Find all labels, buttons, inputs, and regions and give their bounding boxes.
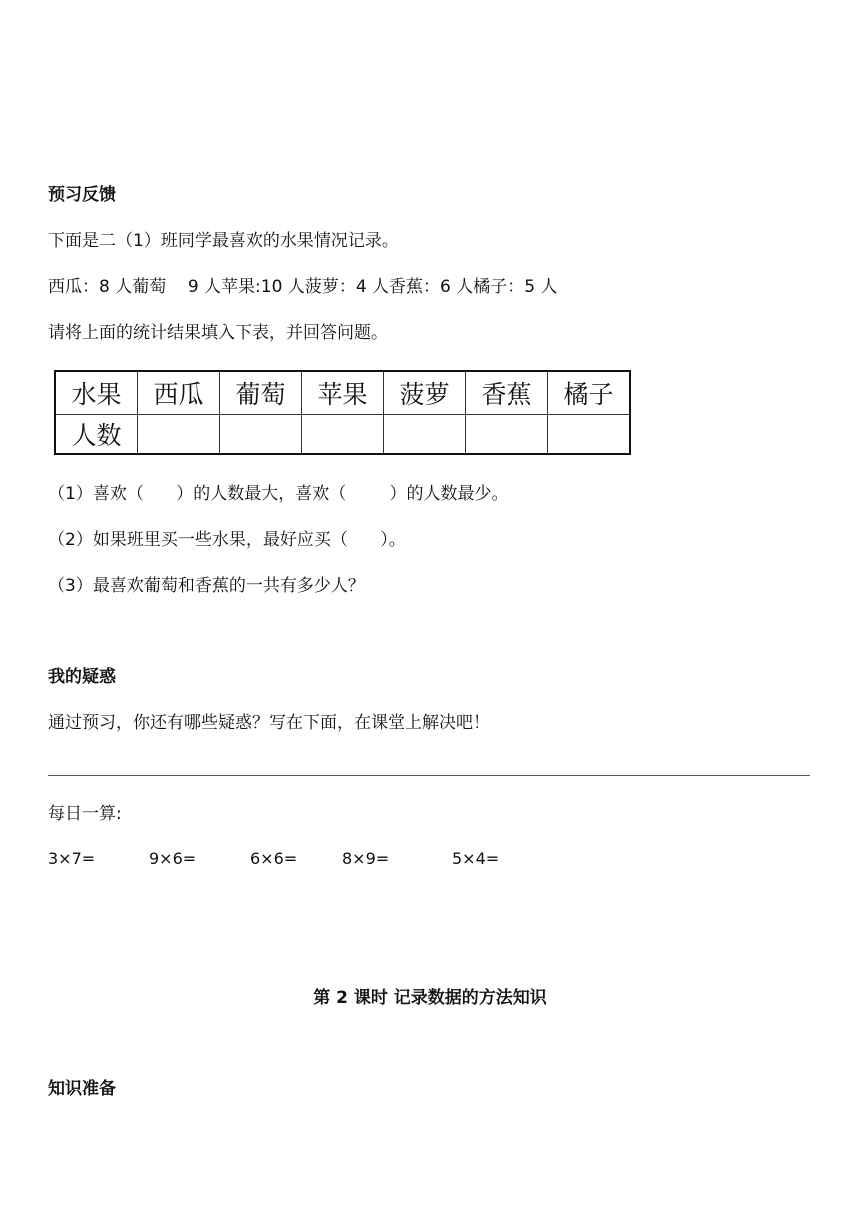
calc-problem: 6×6=	[250, 849, 298, 868]
knowledge-heading: 知识准备	[48, 1079, 116, 1099]
table-row	[55, 415, 630, 455]
question-1: （1）喜欢（ ）的人数最大，喜欢（ ）的人数最少。	[48, 484, 509, 504]
table-fruit-cell: 西瓜	[138, 371, 220, 415]
table-fruit-cell: 苹果	[302, 371, 384, 415]
fruit-table	[54, 370, 631, 455]
calc-problem: 5×4=	[452, 849, 500, 868]
record-text: 西瓜：8 人葡萄 9 人苹果:10 人菠萝：4 人香蕉：6 人橘子：5 人	[48, 277, 558, 297]
question-2: （2）如果班里买一些水果，最好应买（ ）。	[48, 530, 406, 550]
table-fruit-cell: 葡萄	[220, 371, 302, 415]
table-header-label: 水果	[55, 371, 138, 415]
doubts-prompt: 通过预习，你还有哪些疑惑？写在下面，在课堂上解决吧！	[48, 713, 490, 733]
table-fruit-cell: 橘子	[548, 371, 631, 415]
table-count-cell[interactable]	[548, 415, 631, 455]
table-count-cell[interactable]	[220, 415, 302, 455]
table-count-cell[interactable]	[466, 415, 548, 455]
divider	[48, 775, 810, 776]
table-fruit-cell: 菠萝	[384, 371, 466, 415]
table-row	[55, 371, 630, 415]
table-count-cell[interactable]	[138, 415, 220, 455]
table-count-cell[interactable]	[302, 415, 384, 455]
table-row-label: 人数	[55, 415, 138, 455]
calc-problem: 3×7=	[48, 849, 96, 868]
calc-problem: 9×6=	[149, 849, 197, 868]
intro-text: 下面是二（1）班同学最喜欢的水果情况记录。	[48, 231, 399, 251]
table-fruit-cell: 香蕉	[466, 371, 548, 415]
doubts-heading: 我的疑惑	[48, 667, 116, 687]
preview-heading: 预习反馈	[48, 185, 116, 205]
lesson-title: 第 2 课时 记录数据的方法知识	[313, 988, 547, 1008]
instruction-text: 请将上面的统计结果填入下表，并回答问题。	[48, 323, 388, 343]
table-count-cell[interactable]	[384, 415, 466, 455]
daily-calc-label: 每日一算:	[48, 804, 122, 824]
question-3: （3）最喜欢葡萄和香蕉的一共有多少人？	[48, 576, 365, 596]
calc-problem: 8×9=	[342, 849, 390, 868]
